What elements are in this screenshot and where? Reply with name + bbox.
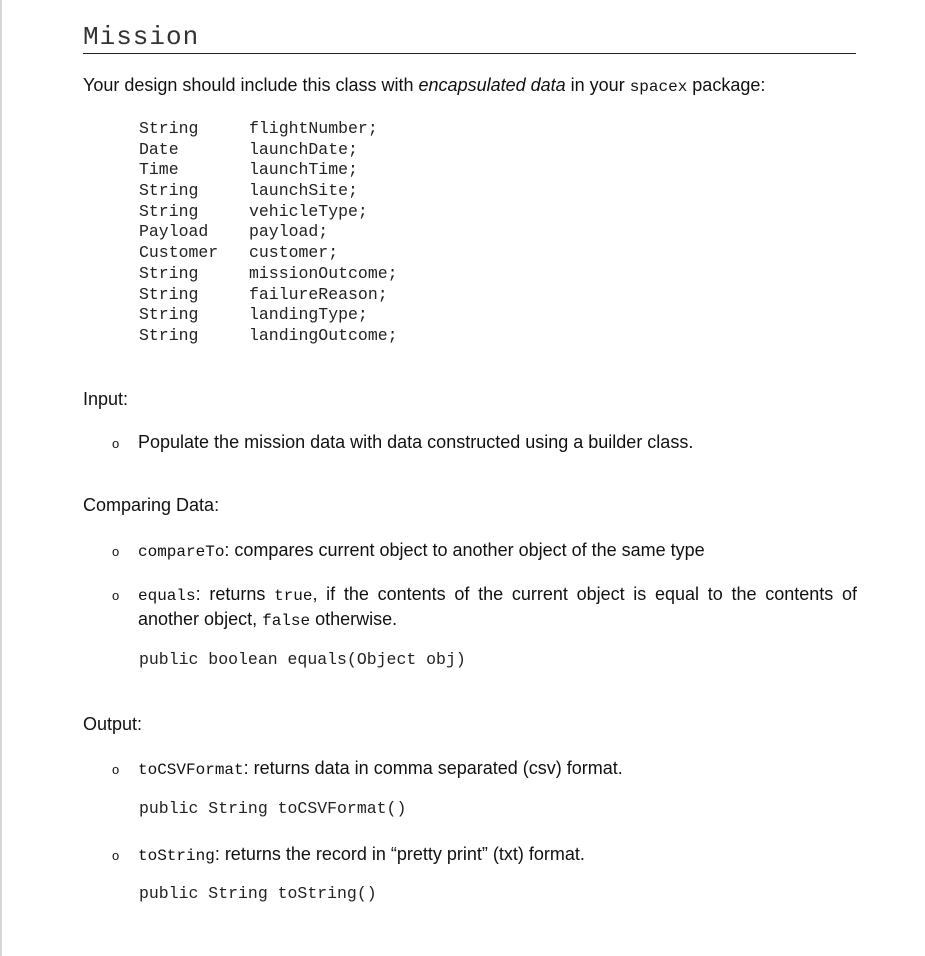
- field-row: [139, 181, 398, 202]
- field-name: landingType;: [249, 305, 368, 325]
- intro-emphasis: encapsulated data: [418, 75, 566, 95]
- equals-false-literal: false: [262, 612, 311, 630]
- field-name: customer;: [249, 243, 339, 263]
- intro-text-start: Your design should include this class with: [83, 75, 419, 95]
- equals-description-1: : returns: [195, 584, 275, 604]
- field-row: [139, 222, 398, 243]
- compareto-description: : compares current object to another object of the same type: [224, 540, 705, 560]
- field-name: vehicleType;: [249, 201, 368, 221]
- field-type: String: [139, 263, 199, 283]
- tostring-bullet-item: [112, 843, 857, 868]
- intro-text-end: package:: [687, 75, 766, 95]
- compareto-text: [138, 539, 857, 564]
- intro-package-name: spacex: [629, 78, 688, 96]
- input-heading: Input:: [83, 389, 129, 409]
- bullet-icon: o: [112, 544, 120, 559]
- bullet-icon: o: [112, 848, 120, 863]
- field-type: Date: [139, 139, 179, 159]
- field-row: [139, 160, 398, 181]
- page-title: Mission: [83, 22, 200, 52]
- field-row: [139, 119, 398, 140]
- field-type: String: [139, 119, 199, 138]
- input-bullet-text: Populate the mission data with data constructed using a builder class.: [138, 432, 694, 452]
- field-name: launchTime;: [249, 160, 358, 180]
- title-divider: [83, 53, 856, 54]
- tostring-method: toString: [138, 847, 215, 865]
- tocsv-text: [138, 757, 857, 782]
- field-row: [139, 285, 398, 306]
- equals-text: [138, 583, 857, 633]
- field-name: landingOutcome;: [249, 325, 398, 345]
- input-bullet-item: [112, 431, 857, 454]
- field-list: [139, 119, 398, 347]
- field-name: launchSite;: [249, 181, 358, 201]
- compareto-bullet-item: [112, 539, 857, 564]
- tocsv-bullet-item: [112, 757, 857, 782]
- tocsv-signature: public String toCSVFormat(): [139, 799, 407, 818]
- tostring-signature: public String toString(): [139, 884, 377, 903]
- tostring-text: [138, 843, 857, 868]
- intro-paragraph: [83, 75, 765, 96]
- equals-method: equals: [138, 587, 196, 605]
- field-row: [139, 326, 398, 347]
- bullet-icon: o: [112, 762, 120, 777]
- equals-signature: public boolean equals(Object obj): [139, 650, 466, 669]
- field-name: flightNumber;: [249, 119, 378, 138]
- field-type: String: [139, 284, 199, 304]
- field-name: missionOutcome;: [249, 263, 398, 283]
- field-row: [139, 264, 398, 285]
- field-name: launchDate;: [249, 139, 358, 159]
- intro-text-middle: in your: [565, 75, 630, 95]
- bullet-icon: o: [112, 588, 120, 603]
- equals-bullet-item: [112, 583, 857, 633]
- field-row: [139, 243, 398, 264]
- equals-true-literal: true: [274, 587, 313, 605]
- bullet-icon: o: [112, 436, 120, 451]
- equals-description-2: , if the contents of the current object is equal to the contents of another object,: [138, 584, 857, 629]
- field-type: String: [139, 325, 199, 345]
- equals-description-3: otherwise.: [310, 609, 398, 629]
- tostring-description: : returns the record in “pretty print” (txt) format.: [214, 844, 585, 864]
- compareto-method: compareTo: [138, 543, 225, 561]
- field-row: [139, 305, 398, 326]
- field-type: String: [139, 305, 199, 325]
- field-name: failureReason;: [249, 284, 388, 304]
- field-name: payload;: [249, 222, 329, 242]
- field-type: String: [139, 201, 199, 221]
- field-row: [139, 140, 398, 161]
- tocsv-description: : returns data in comma separated (csv) format.: [243, 758, 623, 778]
- field-type: String: [139, 181, 199, 201]
- field-row: [139, 202, 398, 223]
- comparing-heading: Comparing Data:: [83, 495, 220, 515]
- field-type: Payload: [139, 222, 209, 242]
- page-left-edge: [0, 0, 2, 956]
- tocsv-method: toCSVFormat: [138, 761, 244, 779]
- output-heading: Output:: [83, 714, 143, 734]
- field-type: Customer: [139, 243, 219, 263]
- field-type: Time: [139, 160, 179, 180]
